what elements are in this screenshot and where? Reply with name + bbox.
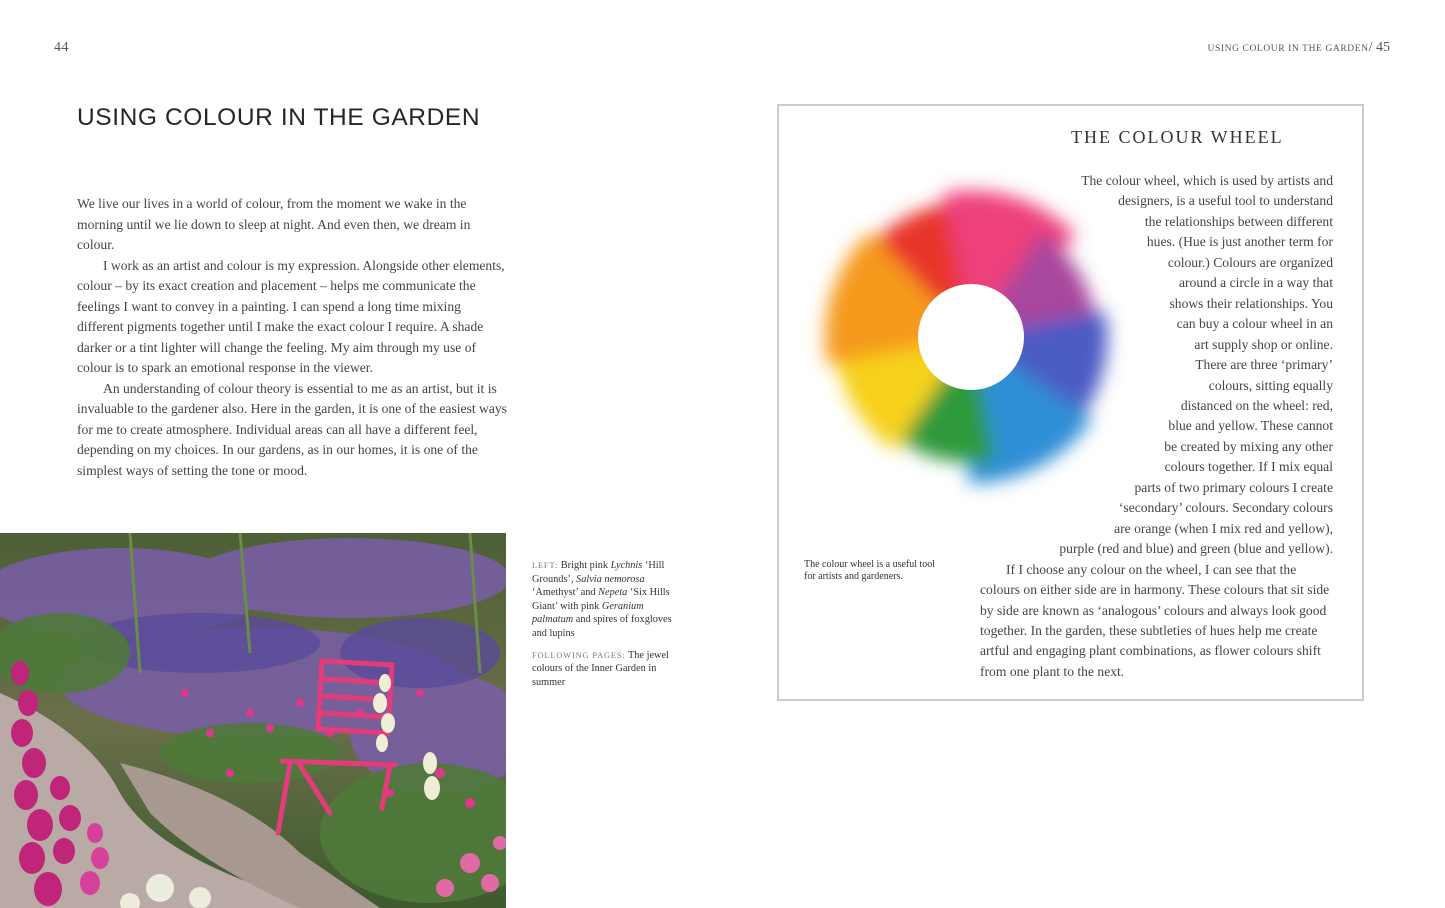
caption-italic: Salvia nemorosa (576, 573, 645, 585)
garden-photo-illustration (0, 533, 506, 908)
sidebar-text-line: colours together. If I mix equal (1164, 459, 1333, 475)
photo-caption-main (532, 559, 672, 641)
running-head-title: USING COLOUR IN THE GARDEN (1207, 44, 1369, 54)
sidebar-text-line: purple (red and blue) and green (blue and yellow). (1059, 541, 1333, 557)
caption-italic: Lychnis (610, 560, 643, 571)
body-paragraph: We live our lives in a world of colour, from the moment we wake in the morning until we lie down to sleep at night. And even then, we dream in colour. (77, 196, 471, 252)
caption-lead: LEFT: (532, 561, 559, 570)
sidebar-text-line: colour.) Colours are organized (1167, 254, 1333, 270)
sidebar-text-line: ‘secondary’ colours. Secondary colours (1118, 500, 1333, 516)
chapter-title: USING COLOUR IN THE GARDEN (77, 104, 481, 131)
sidebar-text-line: colours on either side are in harmony. These colours that sit side (980, 582, 1330, 597)
sidebar-text-line: distanced on the wheel: red, (1180, 397, 1333, 413)
caption-italic: Geranium palmatum (532, 600, 644, 626)
sidebar-text-line: There are three ‘primary’ (1195, 357, 1333, 372)
colour-wheel-illustration (795, 165, 1155, 505)
sidebar-text-line: colours, sitting equally (1208, 377, 1333, 393)
sidebar-text-line: designers, is a useful tool to understand (1118, 193, 1333, 209)
caption-lead: FOLLOWING PAGES: (532, 650, 626, 660)
running-head (1208, 40, 1390, 56)
sidebar-text-line: together. In the garden, these subtleties of hues help me create (980, 622, 1318, 638)
sidebar-text-line: blue and yellow. These cannot (1168, 418, 1333, 434)
sidebar-text-line: art supply shop or online. (1194, 336, 1333, 352)
caption-italic: Nepeta (598, 587, 628, 599)
sidebar-text-line: parts of two primary colours I create (1134, 479, 1333, 495)
wheel-caption: The colour wheel is a useful tool for artists and gardeners. (804, 559, 936, 583)
sidebar-text-line: around a circle in a way that (1179, 275, 1333, 291)
sidebar-text-line: hues. (Hue is just another term for (1146, 234, 1333, 250)
page-number-left: 44 (54, 40, 69, 55)
sidebar-text-line: shows their relationships. You (1169, 295, 1333, 311)
sidebar-text-line: from one plant to the next. (980, 663, 1125, 679)
body-text (77, 194, 507, 481)
sidebar-text-line: be created by mixing any other (1164, 438, 1333, 454)
caption-text: ‘Hill Grounds’, (532, 560, 665, 585)
caption-text: ‘Amethyst’ and (532, 587, 599, 599)
caption-text: and spires of foxgloves and lupins (532, 614, 672, 639)
body-paragraph: An understanding of colour theory is essential to me as an artist, but it is invaluable to the gardener also. Here in the garden, it is one of the easiest ways for me to create atmosphere. Individual areas can all have a different feel, depending on my choices. In our gardens, as in our homes, it is one of the simplest ways of setting the tone or mood. (77, 380, 507, 478)
body-paragraph: I work as an artist and colour is my expression. Alongside other elements, colour – by its exact creation and placement – helps me communicate the feelings I want to convey in a painting. I can spend a long time mixing different pigments together until I make the exact colour I require. A shade darker or a tint lighter will change the feeling. My aim through my use of colour is to spark an emotional response in the viewer. (77, 257, 505, 375)
photo-caption (532, 559, 672, 697)
colour-wheel (825, 191, 1108, 484)
sidebar-text-line: by side are known as ‘analogous’ colours and always look good (980, 602, 1327, 618)
sidebar-text-line: the relationships between different (1144, 213, 1333, 229)
sidebar-text-line: are orange (when I mix red and yellow), (1114, 520, 1333, 536)
sidebar-text-line: artful and engaging plant combinations, as flower colours shift (980, 643, 1321, 659)
garden-photo (0, 533, 506, 908)
page-number-right: / 45 (1368, 40, 1390, 55)
caption-text: The jewel colours of the Inner Garden in summer (532, 649, 669, 688)
caption-text: ‘Six Hills Giant’ with pink (532, 587, 670, 612)
sidebar-text-line: If I choose any colour on the wheel, I can see that the (1006, 561, 1297, 577)
caption-text: Bright pink (558, 560, 611, 571)
photo-caption-following (532, 649, 672, 690)
sidebar-text-line: The colour wheel, which is used by artists and (1081, 173, 1333, 188)
sidebar-heading: THE COLOUR WHEEL (1071, 127, 1284, 147)
sidebar-text-line: can buy a colour wheel in an (1176, 316, 1333, 332)
